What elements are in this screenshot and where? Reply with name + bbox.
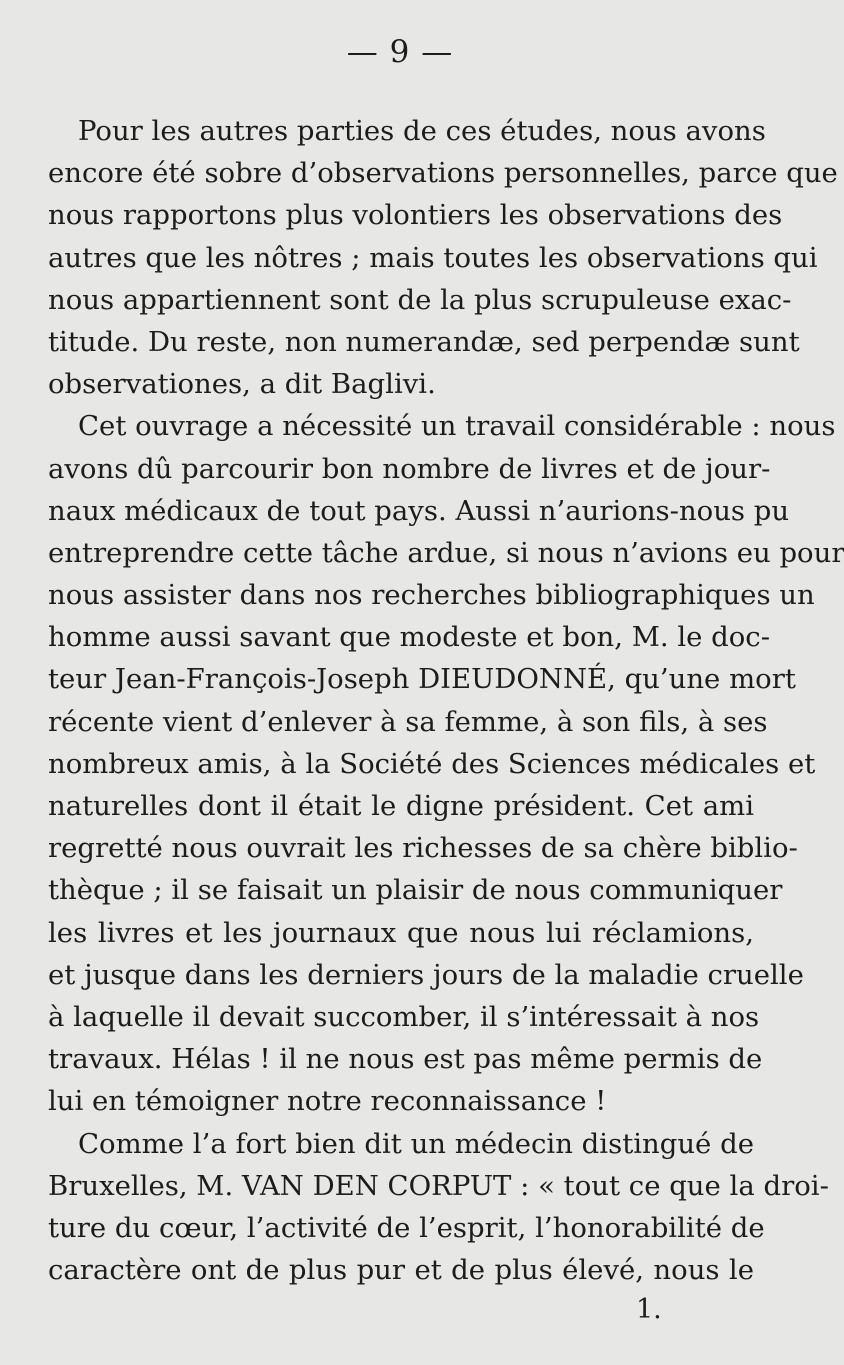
- text-line: caractère ont de plus pur et de plus élevé, nous le: [48, 1254, 754, 1287]
- text-line: Cet ouvrage a nécessité un travail considérable : nous: [78, 410, 836, 443]
- text-line: Pour les autres parties de ces études, nous avons: [78, 115, 766, 147]
- text-line: Bruxelles, M. VAN DEN CORPUT : « tout ce que la droi-: [48, 1169, 829, 1202]
- text-line: naturelles dont il était le digne président. Cet ami: [48, 790, 754, 822]
- text-line: teur Jean-François-Joseph DIEUDONNÉ, qu’une mort: [48, 663, 796, 696]
- text-line: travaux. Hélas ! il ne nous est pas même permis de: [48, 1043, 763, 1076]
- body-text: [48, 110, 844, 1291]
- text-line: regretté nous ouvrait les richesses de sa chère biblio-: [48, 832, 798, 865]
- signature-mark: 1.: [636, 1294, 662, 1325]
- text-line: nous appartiennent sont de la plus scrupuleuse exac-: [48, 283, 792, 316]
- text-line: lui en témoigner notre reconnaissance !: [48, 1085, 607, 1118]
- text-line: récente vient d’enlever à sa femme, à son fils, à ses: [48, 705, 768, 738]
- text-line: les livres et les journaux que nous lui réclamions,: [48, 916, 754, 949]
- text-line: nombreux amis, à la Société des Sciences médicales et: [48, 747, 816, 780]
- text-line: avons dû parcourir bon nombre de livres et de jour-: [48, 452, 771, 485]
- text-line: à laquelle il devait succomber, il s’intéressait à nos: [48, 1000, 760, 1033]
- text-line: entreprendre cette tâche ardue, si nous n’avions eu pour: [48, 536, 844, 569]
- text-line: ture du cœur, l’activité de l’esprit, l’honorabilité de: [48, 1211, 765, 1244]
- text-line: nous rapportons plus volontiers les observations des: [48, 199, 783, 232]
- text-line: nous assister dans nos recherches bibliographiques un: [48, 579, 815, 612]
- text-line: Comme l’a fort bien dit un médecin distingué de: [78, 1127, 754, 1160]
- text-line: observationes, a dit Baglivi.: [48, 368, 436, 401]
- text-line: encore été sobre d’observations personnelles, parce que: [48, 157, 838, 190]
- text-line: homme aussi savant que modeste et bon, M. le doc-: [48, 621, 770, 654]
- text-line: naux médicaux de tout pays. Aussi n’aurions-nous pu: [48, 494, 790, 527]
- text-line: thèque ; il se faisait un plaisir de nous communiquer: [48, 874, 783, 907]
- page-number: — 9 —: [346, 34, 454, 70]
- text-line: autres que les nôtres ; mais toutes les observations qui: [48, 241, 818, 274]
- text-line: titude. Du reste, non numerandæ, sed perpendæ sunt: [48, 325, 800, 358]
- text-line: et jusque dans les derniers jours de la maladie cruelle: [48, 958, 804, 991]
